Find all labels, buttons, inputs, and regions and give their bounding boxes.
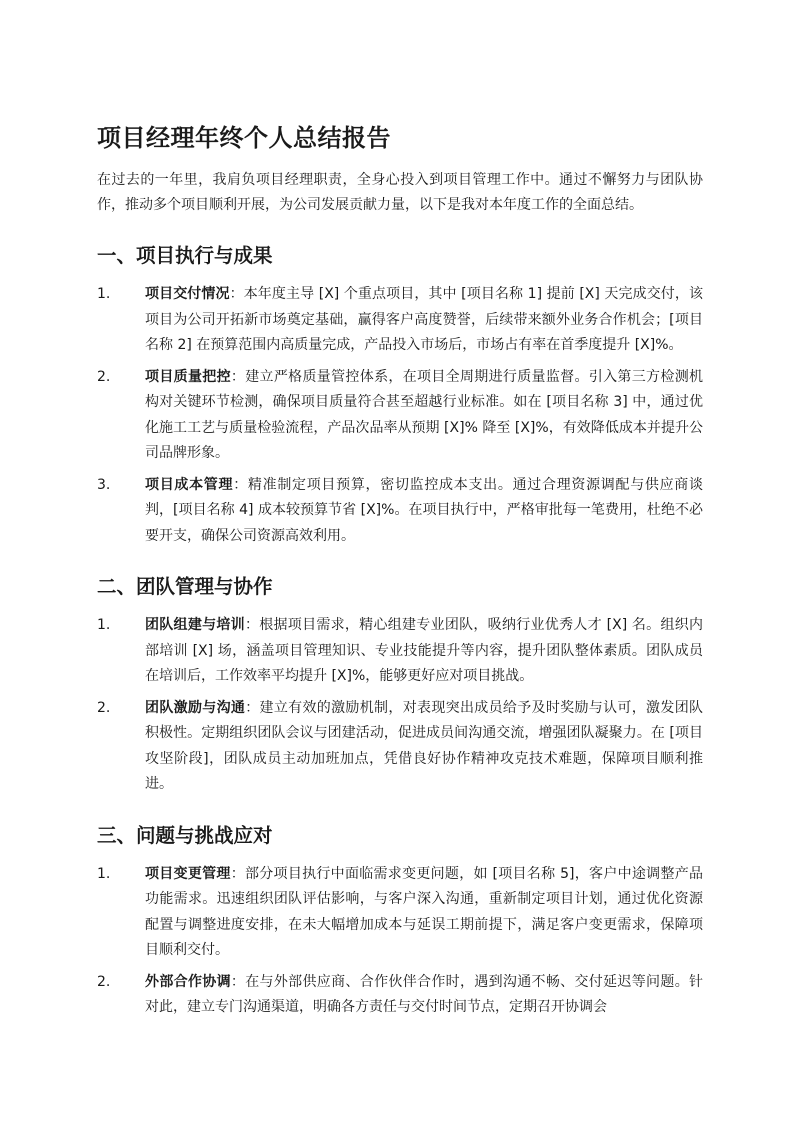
document-page <box>97 118 703 1027</box>
list-item-label: 团队激励与沟通 <box>145 699 246 716</box>
list-item-label: 项目交付情况 <box>145 286 230 302</box>
team-list <box>97 613 703 798</box>
list-item <box>97 696 703 798</box>
list-item-text: ：本年度主导 [X] 个重点项目，其中 [项目名称 1] 提前 [X] 天完成交付，该项目为公司开拓新市场奠定基础，赢得客户高度赞誉，后续带来额外业务合作机会；[项目名称 2] 在预算范围内高质量完成，产品投入市场后，市场占有率在首季度提升 [X]%。 <box>145 286 704 353</box>
list-item-text: ：精准制定项目预算，密切监控成本支出。通过合理资源调配与供应商谈判，[项目名称 4] 成本较预算节省 [X]%。在项目执行中，严格审批每一笔费用，杜绝不必要开支，确保公司资源高效利用。 <box>145 476 704 544</box>
list-item <box>97 473 703 550</box>
list-item <box>97 282 703 359</box>
document-title: 项目经理年终个人总结报告 <box>97 124 391 152</box>
list-item <box>97 862 703 964</box>
list-item-text: ：根据项目需求，精心组建专业团队，吸纳行业优秀人才 [X] 名。组织内部培训 [X] 场，涵盖项目管理知识、专业技能提升等内容，提升团队整体素质。团队成员在培训后，工作效率平均提升 [X]%，能够更好应对项目挑战。 <box>145 617 703 684</box>
list-item-text: ：在与外部供应商、合作伙伴合作时，遇到沟通不畅、交付延迟等问题。针对此，建立专门沟通渠道，明确各方责任与交付时间节点，定期召开协调会 <box>145 973 704 1015</box>
list-item <box>97 365 703 467</box>
list-item-number: 1. <box>97 865 111 882</box>
list-item-number: 1. <box>97 617 111 633</box>
section-heading-execution: 一、项目执行与成果 <box>97 244 273 267</box>
intro-paragraph: 在过去的一年里，我肩负项目经理职责，全身心投入到项目管理工作中。通过不懈努力与团队协作，推动多个项目顺利开展，为公司发展贡献力量，以下是我对本年度工作的全面总结。 <box>97 172 703 213</box>
execution-list <box>97 282 703 549</box>
challenges-list <box>97 862 703 1021</box>
section-heading-team: 二、团队管理与协作 <box>97 575 273 598</box>
list-item-number: 3. <box>97 476 111 493</box>
list-item <box>97 613 703 690</box>
list-item <box>97 970 703 1021</box>
list-item-label: 项目变更管理 <box>145 865 231 882</box>
list-item-label: 项目质量把控 <box>145 368 231 385</box>
list-item-label: 项目成本管理 <box>145 476 234 493</box>
list-item-text: ：部分项目执行中面临需求变更问题，如 [项目名称 5]，客户中途调整产品功能需求。迅速组织团队评估影响，与客户深入沟通，重新制定项目计划，通过优化资源配置与调整进度安排，在未大幅增加成本与延误工期前提下，满足客户变更需求，保障项目顺利交付。 <box>145 865 704 958</box>
list-item-number: 2. <box>97 699 111 716</box>
list-item-text: ：建立有效的激励机制，对表现突出成员给予及时奖励与认可，激发团队积极性。定期组织团队会议与团建活动，促进成员间沟通交流，增强团队凝聚力。在 [项目攻坚阶段]，团队成员主动加班加点，凭借良好协作精神攻克技术难题，保障项目顺利推进。 <box>145 699 704 792</box>
list-item-text: ：建立严格质量管控体系，在项目全周期进行质量监督。引入第三方检测机构对关键环节检测，确保项目质量符合甚至超越行业标准。如在 [项目名称 3] 中，通过优化施工工艺与质量检验流程，产品次品率从预期 [X]% 降至 [X]%，有效降低成本并提升公司品牌形象。 <box>145 368 704 461</box>
list-item-number: 2. <box>97 973 111 990</box>
list-item-number: 1. <box>97 286 111 302</box>
list-item-label: 外部合作协调 <box>145 973 231 990</box>
list-item-number: 2. <box>97 368 111 385</box>
section-heading-challenges: 三、问题与挑战应对 <box>97 823 273 847</box>
list-item-label: 团队组建与培训 <box>145 617 245 633</box>
